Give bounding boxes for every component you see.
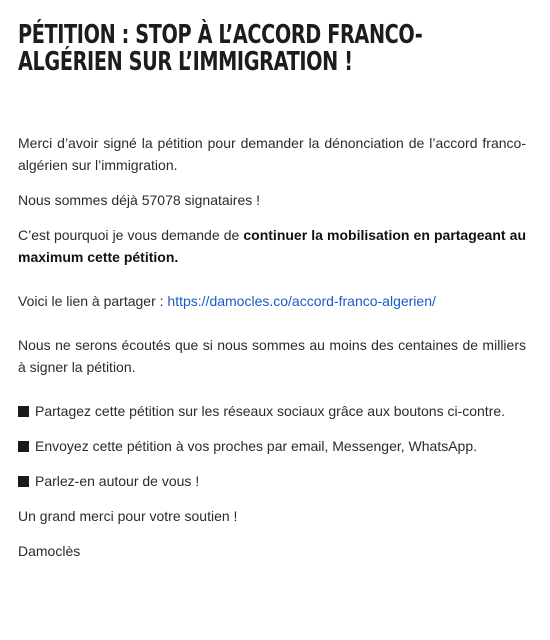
bullet-item-talk [18, 470, 526, 492]
title-line-1: PÉTITION : STOP À L’ACCORD FRANCO- [18, 20, 423, 50]
title-line-2: ALGÉRIEN SUR L’IMMIGRATION ! [18, 47, 353, 77]
black-square-icon [18, 441, 29, 452]
mobilisation-text: C’est pourquoi je vous demande de [18, 227, 244, 243]
mobilisation-paragraph [18, 224, 526, 268]
share-link-label: Voici le lien à partager : [18, 293, 168, 309]
signature: Damoclès [18, 543, 81, 559]
page-title [18, 22, 529, 76]
black-square-icon [18, 476, 29, 487]
black-square-icon [18, 406, 29, 417]
petition-link[interactable]: https://damocles.co/accord-franco-algerien/ [167, 293, 436, 309]
thanks-support-paragraph: Un grand merci pour votre soutien ! [18, 508, 238, 524]
bullet-text-share: Partagez cette pétition sur les réseaux sociaux grâce aux boutons ci-contre. [35, 403, 506, 419]
bullet-item-share [18, 400, 526, 422]
heard-paragraph: Nous ne serons écoutés que si nous sommes au moins des centaines de milliers à signer la pétition. [18, 337, 526, 375]
bullet-text-talk: Parlez-en autour de vous ! [35, 473, 200, 489]
share-link-paragraph [18, 290, 526, 312]
article-body [18, 132, 526, 562]
signature-count-paragraph: Nous sommes déjà 57078 signataires ! [18, 192, 261, 208]
page [18, 22, 526, 575]
bullet-text-send: Envoyez cette pétition à vos proches par email, Messenger, WhatsApp. [35, 438, 478, 454]
thanks-paragraph: Merci d’avoir signé la pétition pour demander la dénonciation de l’accord franco-algérien sur l’immigration. [18, 135, 526, 173]
mobilisation-bold-text: continuer la mobilisation en partageant au maximum cette pétition. [18, 227, 526, 265]
bullet-item-send [18, 435, 526, 457]
